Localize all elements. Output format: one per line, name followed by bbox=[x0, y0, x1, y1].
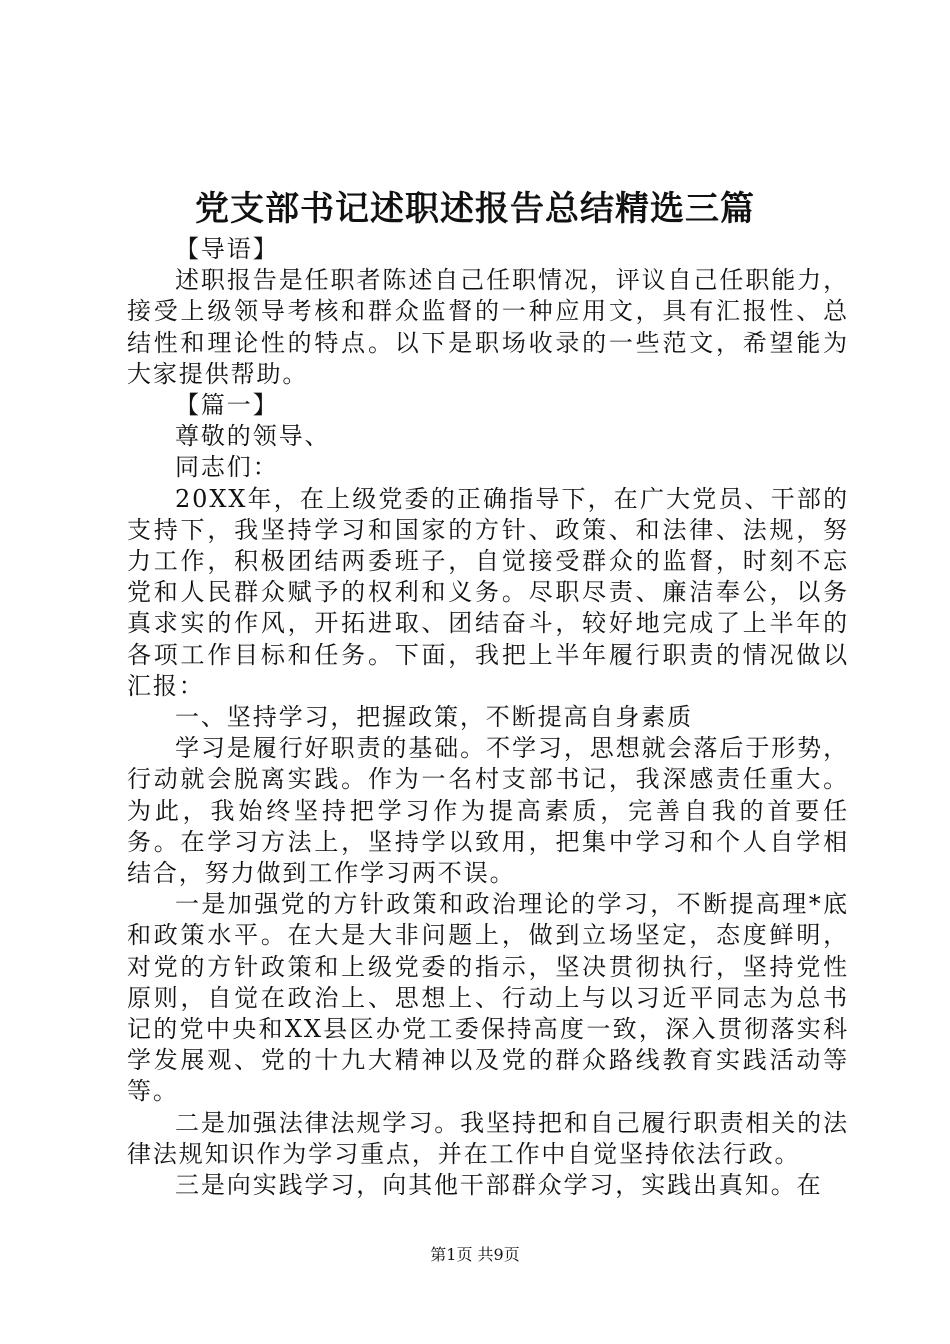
page-footer: 第1页 共9页 bbox=[430, 1245, 520, 1264]
paragraph-salutation-2: 同志们： bbox=[175, 453, 279, 482]
paragraph-intro: 述职报告是任职者陈述自己任职情况，评议自己任职能力，接受上级领导考核和群众监督的一种应用文，具有汇报性、总结性和理论性的特点。以下是职场收录的一些范文，希望能为大家提供帮助。 bbox=[127, 266, 849, 388]
document-body bbox=[127, 234, 849, 1201]
paragraph-section-label: 【篇一】 bbox=[175, 391, 279, 420]
paragraph-point-3: 三是向实践学习，向其他干部群众学习，实践出真知。在 bbox=[175, 1171, 823, 1200]
paragraph-heading-1: 一、坚持学习，把握政策，不断提高自身素质 bbox=[175, 703, 693, 732]
paragraph-overview: 20XX年，在上级党委的正确指导下，在广大党员、干部的支持下，我坚持学习和国家的方针、政策、和法律、法规，努力工作，积极团结两委班子，自觉接受群众的监督，时刻不忘党和人民群众赋予的权利和义务。尽职尽责、廉洁奉公，以务真求实的作风，开拓进取、团结奋斗，较好地完成了上半年的各项工作目标和任务。下面，我把上半年履行职责的情况做以汇报： bbox=[127, 484, 849, 700]
paragraph-point-2: 二是加强法律法规学习。我坚持把和自己履行职责相关的法律法规知识作为学习重点，并在工作中自觉坚持依法行政。 bbox=[127, 1108, 849, 1168]
paragraph-study: 学习是履行好职责的基础。不学习，思想就会落后于形势，行动就会脱离实践。作为一名村支部书记，我深感责任重大。为此，我始终坚持把学习作为提高素质，完善自我的首要任务。在学习方法上，坚持学以致用，把集中学习和个人自学相结合，努力做到工作学习两不误。 bbox=[127, 734, 849, 888]
document-title: 党支部书记述职述报告总结精选三篇 bbox=[195, 189, 755, 229]
paragraph-point-1: 一是加强党的方针政策和政治理论的学习，不断提高理*底和政策水平。在大是大非问题上，做到立场坚定，态度鲜明，对党的方针政策和上级党委的指示，坚决贯彻执行，坚持党性原则，自觉在政治上、思想上、行动上与以习近平同志为总书记的党中央和XX县区办党工委保持高度一致，深入贯彻落实科学发展观、党的十九大精神以及党的群众路线教育实践活动等等。 bbox=[127, 890, 849, 1106]
paragraph-salutation-1: 尊敬的领导、 bbox=[175, 422, 331, 451]
paragraph-lead-label: 【导语】 bbox=[175, 235, 279, 263]
